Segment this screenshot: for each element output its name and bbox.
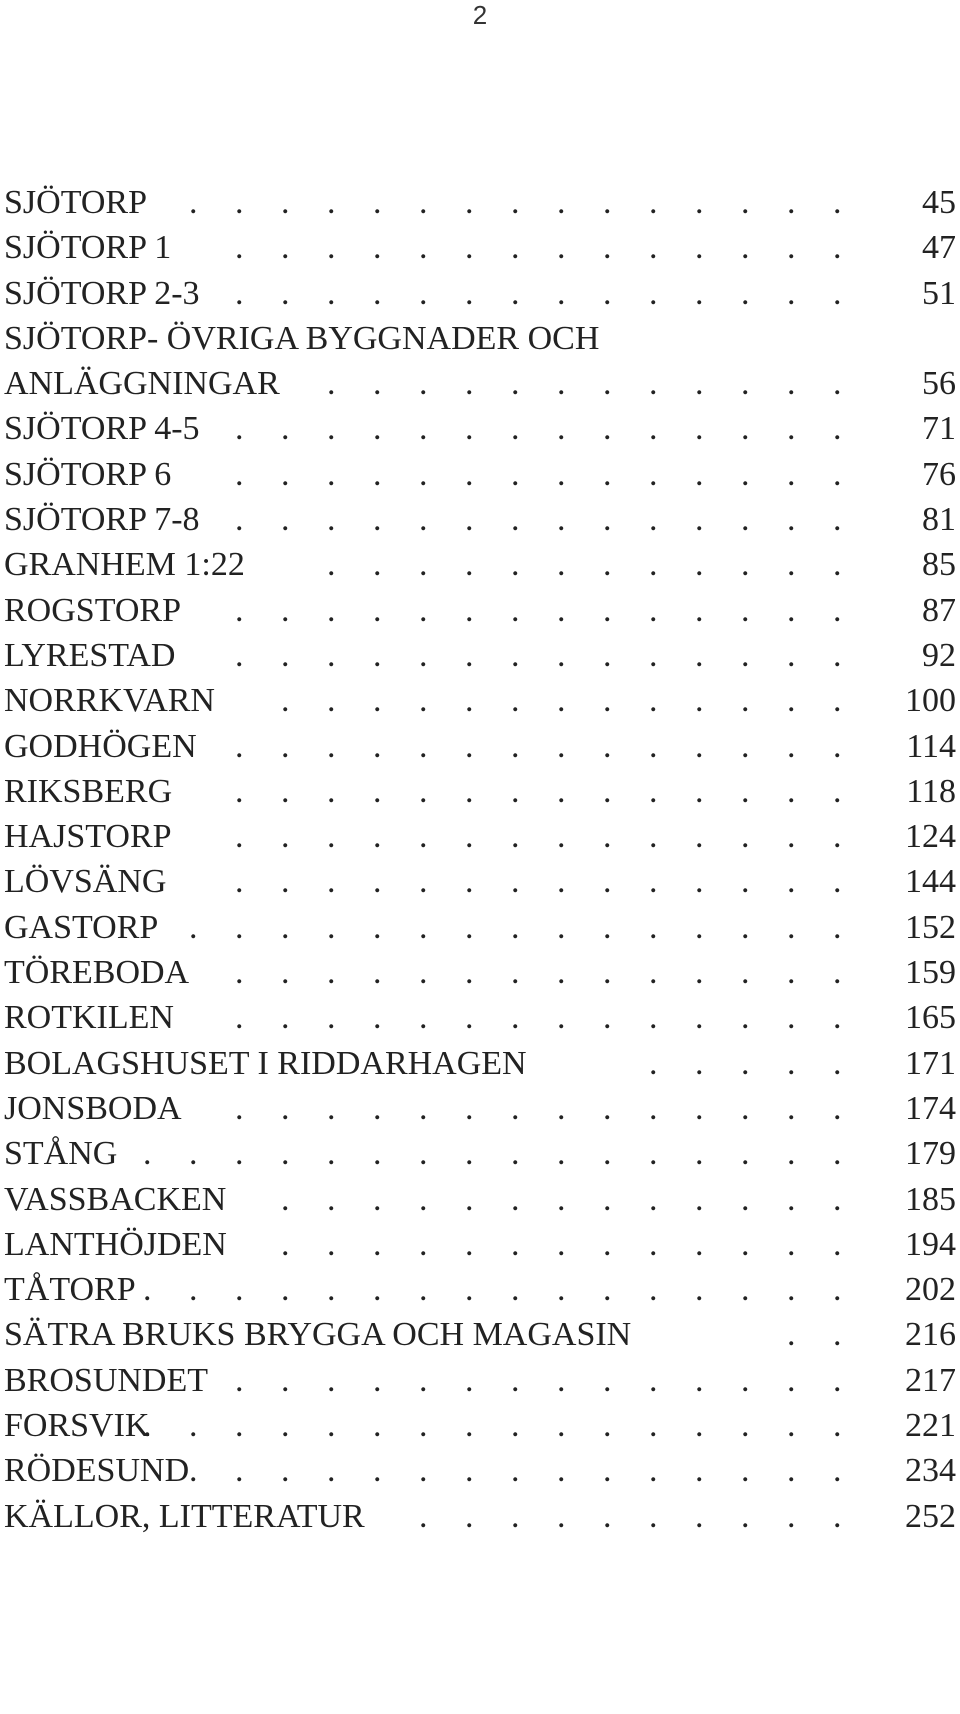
toc-entry[interactable] (4, 1086, 956, 1131)
toc-entry-title: GODHÖGEN (4, 727, 197, 765)
toc-entry-page: 144 (905, 863, 956, 901)
toc-entry-leader: . . . . . . . . . . . . . . (235, 1361, 856, 1399)
toc-entry-leader: . . . . . . . . . . . . . . (235, 501, 856, 539)
toc-entry-page: 202 (905, 1271, 956, 1309)
toc-entry[interactable] (4, 1448, 956, 1493)
toc-entry[interactable] (4, 1403, 956, 1448)
toc-entry-title: SJÖTORP 2-3 (4, 274, 200, 312)
toc-entry-page: 100 (905, 682, 956, 720)
toc-entry-page: 179 (905, 1135, 956, 1173)
toc-entry[interactable] (4, 1177, 956, 1222)
toc-entry-page: 165 (905, 999, 956, 1037)
toc-entry-title: NORRKVARN (4, 682, 215, 720)
toc-entry-leader: . . (787, 1316, 856, 1354)
table-of-contents (4, 180, 956, 1539)
toc-entry-title: TÅTORP (4, 1271, 136, 1309)
toc-entry-title: FORSVIK (4, 1407, 150, 1445)
toc-entry-title: ROTKILEN (4, 999, 174, 1037)
toc-entry-leader: . . . . . . . . . . . . (327, 546, 856, 584)
toc-entry-title: LANTHÖJDEN (4, 1225, 227, 1263)
toc-entry-title: LYRESTAD (4, 636, 176, 674)
toc-entry-title: SJÖTORP 4-5 (4, 410, 200, 448)
toc-entry-page: 45 (922, 184, 956, 221)
toc-entry-page: 185 (905, 1180, 956, 1218)
toc-entry-title: SÄTRA BRUKS BRYGGA OCH MAGASIN (4, 1316, 632, 1354)
toc-entry[interactable] (4, 316, 956, 361)
toc-entry-title: TÖREBODA (4, 954, 190, 992)
toc-entry[interactable] (4, 452, 956, 497)
toc-entry[interactable] (4, 678, 956, 723)
toc-entry[interactable] (4, 1494, 956, 1539)
toc-entry-page: 124 (905, 818, 956, 856)
toc-entry-leader: . . . . . . . . . . . . . . (235, 591, 856, 629)
toc-entry-title: JONSBODA (4, 1089, 182, 1127)
toc-entry-page: 81 (922, 501, 956, 539)
toc-entry-title: SJÖTORP 6 (4, 455, 172, 493)
toc-entry-leader: . . . . . . . . . . . . . . . (189, 184, 856, 221)
toc-entry[interactable] (4, 950, 956, 995)
toc-entry-page: 118 (906, 772, 956, 810)
toc-entry-leader: . . . . . . . . . . . . . (281, 1180, 856, 1218)
toc-entry-leader: . . . . . . . . . . . . . . (235, 999, 856, 1037)
toc-entry[interactable] (4, 588, 956, 633)
toc-entry-page: 221 (905, 1407, 956, 1445)
page-number: 2 (472, 0, 488, 30)
toc-entry-leader: . . . . . . . . . . . . . (281, 682, 856, 720)
toc-entry-page: 234 (905, 1452, 956, 1490)
toc-entry-page: 76 (922, 455, 956, 493)
toc-entry[interactable] (4, 724, 956, 769)
toc-entry-title: VASSBACKEN (4, 1180, 227, 1218)
toc-entry-leader: . . . . . . . . . . . . . . (235, 863, 856, 901)
toc-entry-leader: . . . . . . . . . . . . . . (235, 727, 856, 765)
toc-entry-page: 217 (905, 1361, 956, 1399)
toc-entry-title: BROSUNDET (4, 1361, 209, 1399)
toc-entry-page: 152 (905, 908, 956, 946)
toc-entry[interactable] (4, 633, 956, 678)
toc-entry[interactable] (4, 859, 956, 904)
toc-entry-leader: . . . . . . . . . . . . . . (235, 1089, 856, 1127)
toc-entry-title: ROGSTORP (4, 591, 181, 629)
toc-entry-leader: . . . . . . . . . . . . . . (235, 455, 856, 493)
toc-entry-page: 174 (905, 1089, 956, 1127)
toc-entry-page: 87 (922, 591, 956, 629)
toc-entry-leader: . . . . . . . . . . (419, 1497, 856, 1535)
toc-entry-leader: . . . . . . . . . . . . . . (235, 229, 856, 267)
toc-entry-leader: . . . . . . . . . . . . . . . (189, 1452, 856, 1490)
toc-entry-leader: . . . . . (649, 1044, 856, 1082)
toc-entry-title: GRANHEM 1:22 (4, 546, 245, 584)
toc-entry-leader: . . . . . . . . . . . . . . (235, 274, 856, 312)
toc-entry-title: KÄLLOR, LITTERATUR (4, 1497, 365, 1535)
toc-entry-page: 92 (922, 636, 956, 674)
toc-entry-leader: . . . . . . . . . . . . . . (235, 818, 856, 856)
toc-entry-title: ANLÄGGNINGAR (4, 365, 280, 403)
toc-entry[interactable] (4, 542, 956, 587)
toc-entry-title: STÅNG (4, 1135, 118, 1173)
toc-entry-title: LÖVSÄNG (4, 863, 167, 901)
toc-entry-title: BOLAGSHUSET I RIDDARHAGEN (4, 1044, 527, 1082)
toc-entry[interactable] (4, 361, 956, 406)
toc-entry-title: SJÖTORP 1 (4, 229, 172, 267)
toc-entry[interactable] (4, 225, 956, 270)
toc-entry-leader: . . . . . . . . . . . . . . (235, 636, 856, 674)
toc-entry[interactable] (4, 769, 956, 814)
toc-entry-title: HAJSTORP (4, 818, 172, 856)
toc-entry-leader: . . . . . . . . . . . . . . . . (143, 1271, 856, 1309)
toc-entry-page: 47 (922, 229, 956, 267)
toc-entry[interactable] (4, 1041, 956, 1086)
toc-entry[interactable] (4, 1358, 956, 1403)
toc-entry-page: 171 (905, 1044, 956, 1082)
toc-entry-leader: . . . . . . . . . . . . (327, 365, 856, 403)
toc-entry[interactable] (4, 180, 956, 225)
toc-entry-leader: . . . . . . . . . . . . . (281, 1225, 856, 1263)
toc-entry[interactable] (4, 1222, 956, 1267)
toc-entry-title: SJÖTORP 7-8 (4, 501, 200, 539)
toc-entry-title: RIKSBERG (4, 772, 173, 810)
toc-entry[interactable] (4, 995, 956, 1040)
toc-entry-title: SJÖTORP (4, 184, 147, 221)
toc-entry-leader: . . . . . . . . . . . . . . (235, 410, 856, 448)
toc-entry-leader: . . . . . . . . . . . . . . . . (143, 1135, 856, 1173)
toc-entry-leader: . . . . . . . . . . . . . . (235, 772, 856, 810)
toc-entry-title: RÖDESUND (4, 1452, 190, 1490)
toc-entry-page: 114 (906, 727, 956, 765)
toc-entry[interactable] (4, 406, 956, 451)
toc-entry-page: 51 (922, 274, 956, 312)
toc-entry[interactable] (4, 271, 956, 316)
toc-entry[interactable] (4, 1267, 956, 1312)
toc-entry-title: GASTORP (4, 908, 159, 946)
toc-entry[interactable] (4, 497, 956, 542)
toc-entry-page: 56 (922, 365, 956, 403)
toc-entry-page: 85 (922, 546, 956, 584)
toc-entry[interactable] (4, 905, 956, 950)
toc-entry[interactable] (4, 1312, 956, 1357)
toc-entry-leader: . . . . . . . . . . . . . . (235, 954, 856, 992)
toc-entry-leader: . . . . . . . . . . . . . . . . (143, 1407, 856, 1445)
toc-entry[interactable] (4, 1131, 956, 1176)
toc-entry-page: 71 (922, 410, 956, 448)
toc-entry-page: 216 (905, 1316, 956, 1354)
toc-entry-title: SJÖTORP- ÖVRIGA BYGGNADER OCH (4, 319, 600, 357)
toc-entry-page: 194 (905, 1225, 956, 1263)
toc-entry[interactable] (4, 814, 956, 859)
toc-entry-leader: . . . . . . . . . . . . . . . (189, 908, 856, 946)
toc-entry-page: 252 (905, 1497, 956, 1535)
toc-entry-page: 159 (905, 954, 956, 992)
